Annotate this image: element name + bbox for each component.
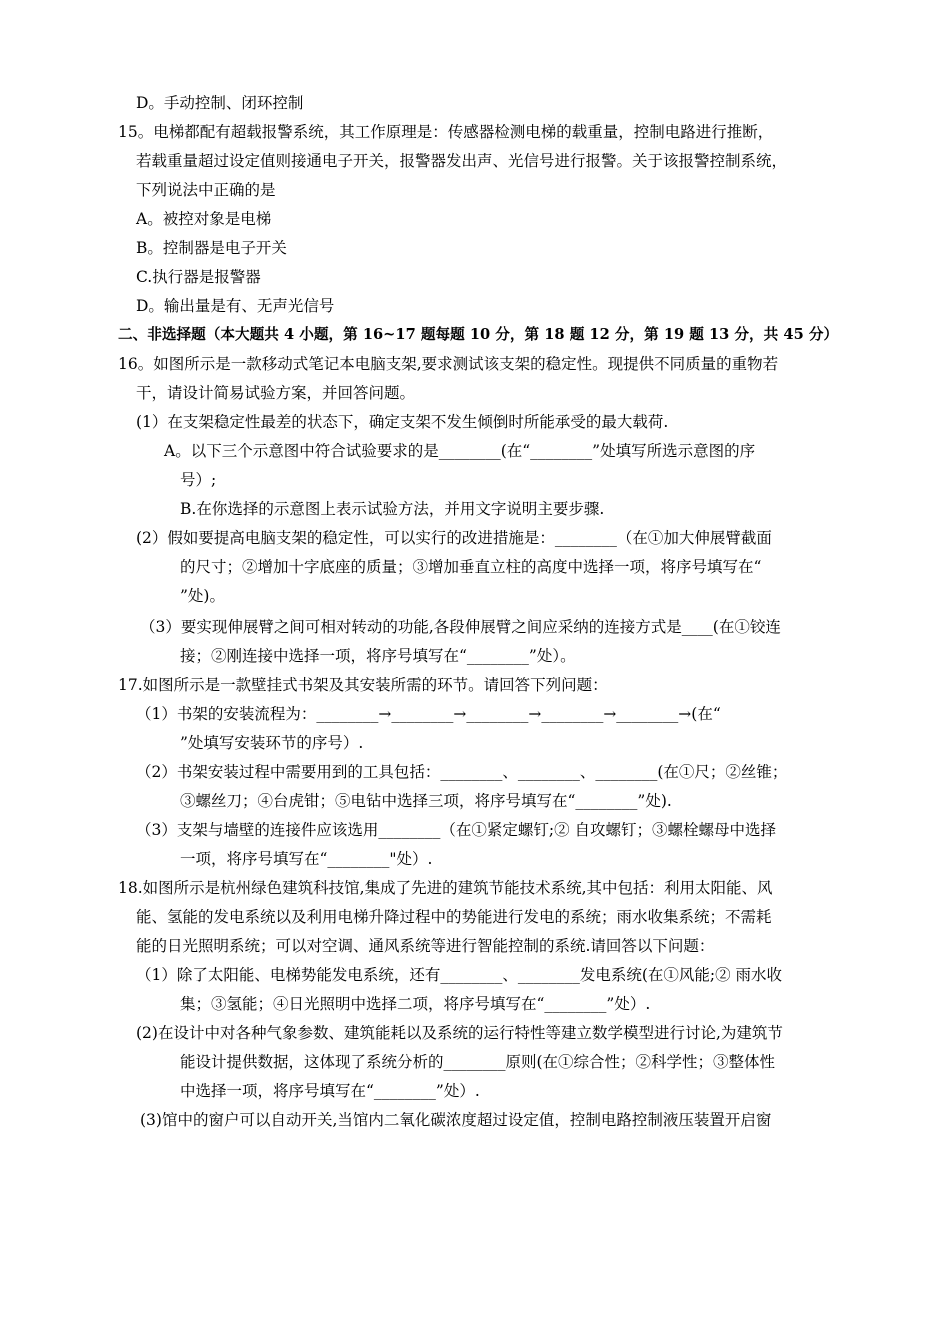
section-heading-non-choice: 二、非选择题（本大题共 4 小题，第 16~17 题每题 10 分，第 18 题 12 分，第 19 题 13 分，共 45 分） [118,326,839,343]
option-b-15: B。控制器是电子开关 [136,239,287,257]
option-d-14: D。手动控制、闭环控制 [136,94,304,112]
question-16-line-2: 干，请设计简易试验方案，并回答问题。 [136,384,416,402]
question-16-part-1: (1）在支架稳定性最差的状态下，确定支架不发生倾倒时所能承受的最大载荷. [136,413,669,431]
question-18-part-1-cont: 集；③氢能；④日光照明中选择二项，将序号填写在“________”处）. [180,995,651,1013]
question-17-part-2-cont: ③螺丝刀；④台虎钳；⑤电钻中选择三项，将序号填写在“________”处). [180,792,672,810]
question-16-part-1-a: A。以下三个示意图中符合试验要求的是________(在“________”处填写所选示意图的序 [164,442,756,460]
question-16-part-1-a-cont: 号）; [180,471,217,489]
question-16-part-3-cont: 接；②刚连接中选择一项，将序号填写在“________”处）。 [180,647,576,665]
option-a-15: A。被控对象是电梯 [136,210,272,228]
question-17-part-1: （1）书架的安装流程为：________→________→________→________→________→(在“ [136,705,721,723]
question-18-line-3: 能的日光照明系统；可以对空调、通风系统等进行智能控制的系统.请回答以下问题： [136,937,715,955]
question-18-part-3: (3)馆中的窗户可以自动开关,当馆内二氧化碳浓度超过设定值，控制电路控制液压装置开启窗 [140,1111,772,1129]
question-17-part-3-cont: 一项，将序号填写在“________"处）. [180,850,433,868]
question-17-part-2: （2）书架安装过程中需要用到的工具包括：________、________、________(在①尺；②丝锥； [136,763,788,781]
option-c-15: C.执行器是报警器 [136,268,261,286]
question-18-part-2-end: 中选择一项，将序号填写在“________”处）. [180,1082,480,1100]
question-18-line-2: 能、氢能的发电系统以及利用电梯升降过程中的势能进行发电的系统；雨水收集系统；不需耗 [136,908,772,926]
question-18-part-2-cont: 能设计提供数据，这体现了系统分析的________原则(在①综合性；②科学性；③整体性 [180,1053,776,1071]
question-16-part-2-cont: 的尺寸；②增加十字底座的质量；③增加垂直立柱的高度中选择一项，将序号填写在“ [180,558,762,576]
question-15-line-3: 下列说法中正确的是 [136,181,276,199]
question-16-part-3: （3）要实现伸展臂之间可相对转动的功能,各段伸展臂之间应采纳的连接方式是____(在①铰连 [140,618,781,636]
question-16-part-1-b: B.在你选择的示意图上表示试验方法，并用文字说明主要步骤. [180,500,605,518]
question-15-line-1: 15。电梯都配有超载报警系统，其工作原理是：传感器检测电梯的载重量，控制电路进行推断， [118,123,774,141]
question-18-line-1: 18.如图所示是杭州绿色建筑科技馆,集成了先进的建筑节能技术系统,其中包括：利用太阳能、风 [118,879,773,897]
question-18-part-1: （1）除了太阳能、电梯势能发电系统，还有________、________发电系统(在①风能;② 雨水收 [136,966,783,984]
question-16-line-1: 16。如图所示是一款移动式笔记本电脑支架,要求测试该支架的稳定性。现提供不同质量的重物若 [118,355,779,373]
option-d-15: D。输出量是有、无声光信号 [136,297,335,315]
question-18-part-2: (2)在设计中对各种气象参数、建筑能耗以及系统的运行特性等建立数学模型进行讨论,为建筑节 [136,1024,783,1042]
question-15-line-2: 若载重量超过设定值则接通电子开关，报警器发出声、光信号进行报警。关于该报警控制系统， [136,152,788,170]
question-17-part-3: （3）支架与墙壁的连接件应该选用________（在①紧定螺钉;② 自攻螺钉；③螺栓螺母中选择 [136,821,777,839]
question-17-part-1-cont: ”处填写安装环节的序号）. [180,734,364,752]
question-16-part-2-end: ”处)。 [180,587,225,605]
question-16-part-2: (2）假如要提高电脑支架的稳定性，可以实行的改进措施是：________（在①加大伸展臂截面 [136,529,772,547]
question-17-stem: 17.如图所示是一款壁挂式书架及其安装所需的环节。请回答下列问题： [118,676,608,694]
